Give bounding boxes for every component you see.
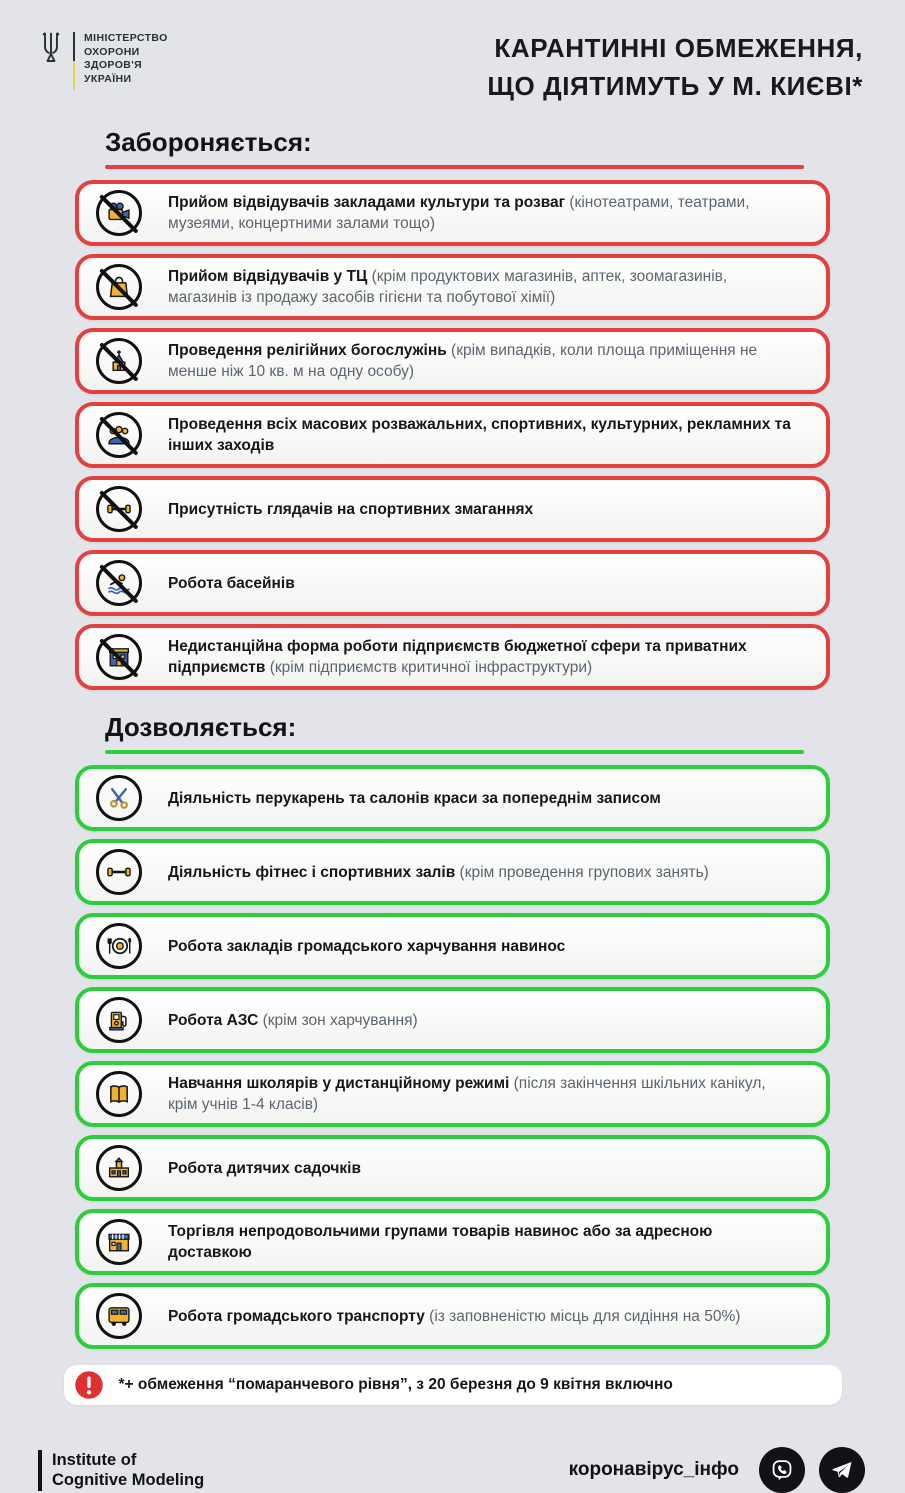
list-item xyxy=(75,1209,830,1275)
telegram-button[interactable] xyxy=(819,1447,865,1493)
list-item xyxy=(75,550,830,616)
allowed-underline xyxy=(105,750,804,754)
trident-icon xyxy=(38,30,64,66)
section-allowed xyxy=(75,712,830,1349)
crowd-icon xyxy=(96,412,142,458)
list-item xyxy=(75,1061,830,1127)
list-item xyxy=(75,180,830,246)
list-item xyxy=(75,624,830,690)
shopping-bag-icon xyxy=(96,264,142,310)
institute-name xyxy=(52,1450,204,1491)
section-prohibited xyxy=(75,127,830,690)
prohibited-list xyxy=(75,180,830,690)
item-text: Проведення релігійних богослужінь (крім випадків, коли площа приміщення не менше ніж 10 кв. м на одну особу) xyxy=(168,342,758,381)
content xyxy=(75,127,830,1349)
gas-pump-icon xyxy=(96,997,142,1043)
telegram-icon xyxy=(829,1457,855,1483)
institute-logo xyxy=(38,1450,204,1491)
item-text: Робота закладів громадського харчування навинос xyxy=(168,937,566,955)
allowed-list xyxy=(75,765,830,1349)
title-line: КАРАНТИННІ ОБМЕЖЕННЯ, xyxy=(494,33,863,63)
item-text: Робота басейнів xyxy=(168,574,295,592)
item-text: Діяльність фітнес і спортивних залів (крім проведення групових занять) xyxy=(168,863,709,881)
list-item xyxy=(75,765,830,831)
list-item xyxy=(75,1283,830,1349)
bus-icon xyxy=(96,1293,142,1339)
list-item xyxy=(75,254,830,320)
ministry-name xyxy=(84,30,168,87)
header xyxy=(0,0,905,105)
item-text: Недистанційна форма роботи підприємств бюджетної сфери та приватних підприємств (крім підприємств критичної інфраструктури) xyxy=(168,638,747,677)
item-text: Робота АЗС (крім зон харчування) xyxy=(168,1011,418,1029)
viber-button[interactable] xyxy=(759,1447,805,1493)
institute-divider xyxy=(38,1450,42,1491)
list-item xyxy=(75,476,830,542)
list-item xyxy=(75,839,830,905)
logo-divider xyxy=(73,32,75,90)
institute-line: Cognitive Modeling xyxy=(52,1471,205,1490)
church-icon xyxy=(96,338,142,384)
prohibited-underline xyxy=(105,165,804,169)
item-text: Прийом відвідувачів у ТЦ (крім продуктових магазинів, аптек, зоомагазинів, магазинів із продажу засобів гігієни та побутової хімії) xyxy=(168,268,728,307)
ministry-logo xyxy=(38,30,168,90)
page-title xyxy=(487,30,863,105)
allowed-heading: Дозволяється: xyxy=(105,712,297,743)
item-text: Проведення всіх масових розважальних, спортивних, культурних, рекламних та інших заходів xyxy=(168,416,791,455)
item-text: Торгівля непродовольчими групами товарів навинос або за адресною доставкою xyxy=(168,1223,713,1262)
prohibited-heading: Забороняється: xyxy=(105,127,312,158)
kindergarten-icon xyxy=(96,1145,142,1191)
channel-name: коронавірус_інфо xyxy=(568,1459,739,1481)
item-text: Діяльність перукарень та салонів краси за попереднім записом xyxy=(168,789,661,807)
office-icon xyxy=(96,634,142,680)
footnote-bar xyxy=(64,1365,842,1405)
list-item xyxy=(75,987,830,1053)
list-item xyxy=(75,402,830,468)
ministry-line: ОХОРОНИ xyxy=(84,45,140,58)
dumbbell-icon xyxy=(96,849,142,895)
footnote-text: *+ обмеження “помаранчевого рівня”, з 20 березня до 9 квітня включно xyxy=(118,1376,673,1394)
item-text: Прийом відвідувачів закладами культури та розваг (кінотеатрами, театрами, музеями, концертними залами тощо) xyxy=(168,194,750,233)
cinema-icon xyxy=(96,190,142,236)
item-text: Робота дитячих садочків xyxy=(168,1159,361,1177)
ministry-line: МІНІСТЕРСТВО xyxy=(84,32,168,44)
store-icon xyxy=(96,1219,142,1265)
item-text: Навчання школярів у дистанційному режимі (після закінчення шкільних канікул, крім учнів 1-4 класів) xyxy=(168,1075,766,1114)
item-text: Присутність глядачів на спортивних змаганнях xyxy=(168,500,534,518)
footer-right xyxy=(569,1447,865,1493)
item-text: Робота громадського транспорту (із заповненістю місць для сидіння на 50%) xyxy=(168,1307,741,1325)
ministry-line: ЗДОРОВ'Я xyxy=(84,59,143,72)
list-item xyxy=(75,1135,830,1201)
title-line: ЩО ДІЯТИМУТЬ У М. КИЄВІ* xyxy=(487,70,863,101)
ministry-line: УКРАЇНИ xyxy=(84,72,132,85)
book-icon xyxy=(96,1071,142,1117)
footer xyxy=(0,1447,905,1493)
list-item xyxy=(75,913,830,979)
dumbbell-icon xyxy=(96,486,142,532)
swimmer-icon xyxy=(96,560,142,606)
plate-icon xyxy=(96,923,142,969)
institute-line: Institute of xyxy=(52,1450,137,1469)
exclamation-icon xyxy=(74,1370,104,1400)
viber-icon xyxy=(769,1457,795,1483)
list-item xyxy=(75,328,830,394)
scissors-icon xyxy=(96,775,142,821)
